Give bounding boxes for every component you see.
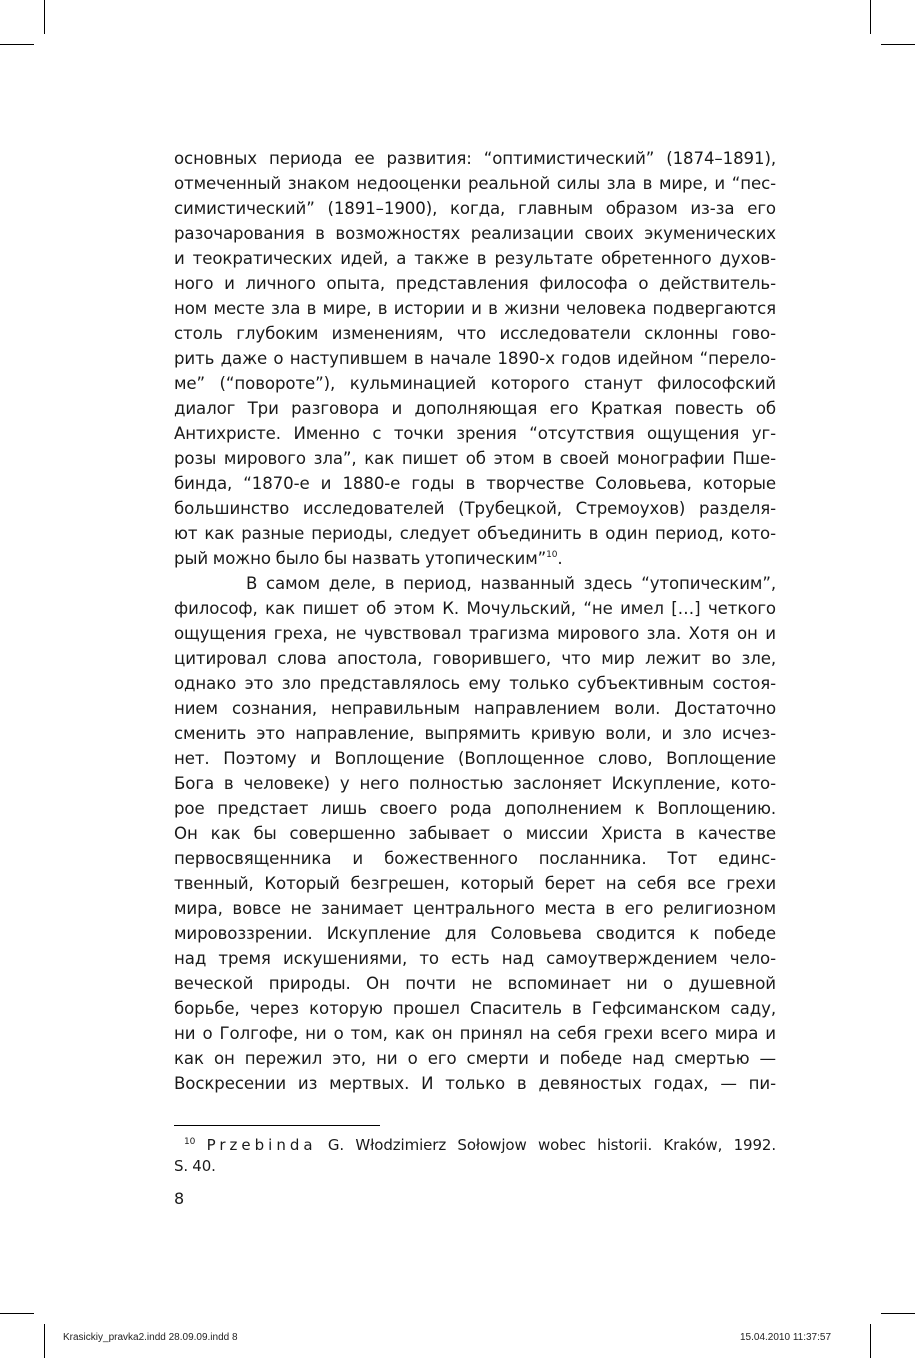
text-line: В самом деле, в период, названный здесь “утопическим”,	[246, 574, 776, 593]
crop-mark-top-right-h	[881, 44, 915, 45]
text-line: симистический” (1891–1900), когда, главным образом из-за его	[174, 199, 776, 218]
text-line: над тремя искушениями, то есть над самоутверждением чело-	[174, 949, 776, 968]
text-line: Антихристе. Именно с точки зрения “отсутствия ощущения уг-	[174, 424, 776, 443]
text-line: розы мирового зла”, как пишет об этом в своей монографии Пше-	[174, 449, 776, 468]
slug-left: Krasickiy_pravka2.indd 28.09.09.indd 8	[63, 1332, 238, 1343]
footnote-text: G. Włodzimierz Sołowjow wobec historii. Kraków, 1992.	[327, 1136, 777, 1154]
paragraph-1	[174, 146, 776, 571]
footnote-author: Przebinda	[206, 1136, 317, 1154]
text-line: рить даже о наступившем в начале 1890-х годов идейном “перело-	[174, 349, 776, 368]
text-line: сменить это направление, выпрямить кривую воли, и зло исчез-	[174, 724, 776, 743]
text-line: отмеченный знаком недооценки реальной силы зла в мире, и “пес-	[174, 174, 776, 193]
crop-mark-bottom-right	[870, 1324, 871, 1358]
text-line: бинда, “1870-е и 1880-е годы в творчестве Соловьева, которые	[174, 474, 776, 493]
text-line: нет. Поэтому и Воплощение (Воплощенное слово, Воплощение	[174, 749, 776, 768]
text-line: Воскресении из мертвых. И только в девяностых годах, — пи-	[174, 1074, 776, 1093]
slug-right: 15.04.2010 11:37:57	[740, 1332, 832, 1343]
crop-mark-bottom-left	[44, 1324, 45, 1358]
text-line: ном месте зла в мире, в истории и в жизни человека подвергаются	[174, 299, 776, 318]
text-fragment: .	[557, 549, 563, 568]
crop-mark-bottom-right-h	[881, 1313, 915, 1314]
text-line: мира, вовсе не занимает центрального места в его религиозном	[174, 899, 776, 918]
text-line: разочарования в возможностях реализации своих экуменических	[174, 224, 776, 243]
footnote-reference[interactable]: 10	[546, 550, 558, 560]
footnote-number: 10	[184, 1137, 196, 1147]
footnote-line	[174, 1130, 776, 1154]
text-line: рое предстает лишь своего рода дополнением к Воплощению.	[174, 799, 776, 818]
text-line: однако это зло представлялось ему только субъективным состоя-	[174, 674, 776, 693]
text-line: большинство исследователей (Трубецкой, Стремоухов) разделя-	[174, 499, 776, 518]
text-line: мировоззрении. Искупление для Соловьева сводится к победе	[174, 924, 776, 943]
crop-mark-top-left-h	[0, 44, 34, 45]
text-line: и теократических идей, а также в результате обретенного духов-	[174, 249, 776, 268]
text-line: ют как разные периоды, следует объединить в один период, кото-	[174, 524, 776, 543]
text-line: Он как бы совершенно забывает о миссии Христа в качестве	[174, 824, 776, 843]
text-line: Бога в человеке) у него полностью заслоняет Искупление, кото-	[174, 774, 776, 793]
text-line: борьбе, через которую прошел Спаситель в Гефсиманском саду,	[174, 999, 776, 1018]
crop-mark-top-right	[870, 0, 871, 34]
text-line: как он пережил это, ни о его смерти и победе над смертью —	[174, 1049, 776, 1068]
crop-mark-bottom-left-h	[0, 1313, 34, 1314]
page-number: 8	[174, 1189, 185, 1208]
text-line: столь глубоким изменениям, что исследователи склонны гово-	[174, 324, 776, 343]
text-line: основных периода ее развития: “оптимистический” (1874–1891),	[174, 149, 776, 168]
text-line: твенный, Который безгрешен, который берет на себя все грехи	[174, 874, 776, 893]
text-line	[174, 546, 776, 571]
text-line: ме” (“повороте”), кульминацией которого станут философский	[174, 374, 776, 393]
body-text	[174, 146, 776, 1096]
footnote	[174, 1130, 776, 1178]
text-line: нием сознания, неправильным направлением воли. Достаточно	[174, 699, 776, 718]
text-line: диалог Три разговора и дополняющая его Краткая повесть об	[174, 399, 776, 418]
text-line: ощущения греха, не чувствовал трагизма мирового зла. Хотя он и	[174, 624, 776, 643]
text-line: философ, как пишет об этом К. Мочульский, “не имел […] четкого	[174, 599, 776, 618]
text-line: первосвященника и божественного посланника. Тот единс-	[174, 849, 776, 868]
text-line: ного и личного опыта, представления философа о действитель-	[174, 274, 776, 293]
footnote-divider	[174, 1125, 380, 1126]
text-line: веческой природы. Он почти не вспоминает ни о душевной	[174, 974, 776, 993]
paragraph-2	[174, 571, 776, 1096]
text-line: цитировал слова апостола, говорившего, что мир лежит во зле,	[174, 649, 776, 668]
text-line: ни о Голгофе, ни о том, как он принял на себя грехи всего мира и	[174, 1024, 776, 1043]
crop-mark-top-left	[44, 0, 45, 34]
footnote-line: S. 40.	[174, 1157, 216, 1175]
text-fragment: рый можно было бы назвать утопическим”	[174, 549, 547, 568]
